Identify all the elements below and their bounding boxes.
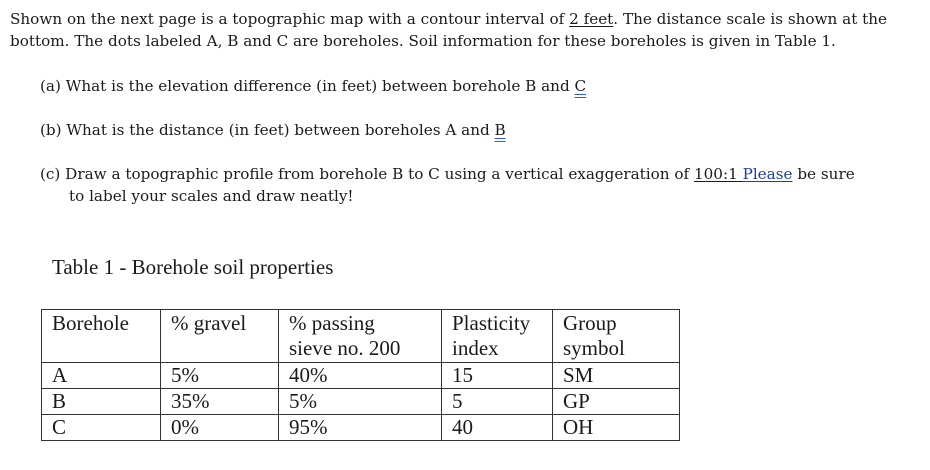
table-row (42, 363, 680, 389)
cell-passing: 95% (279, 415, 442, 441)
question-b-text: (b) What is the distance (in feet) between boreholes A and (40, 121, 495, 139)
cell-group: SM (553, 363, 680, 389)
header-plasticity-line1: Plasticity (452, 311, 531, 335)
header-borehole (42, 310, 161, 363)
cell-plasticity: 40 (442, 415, 553, 441)
header-passing-line1: % passing (289, 311, 375, 335)
table-title: Table 1 - Borehole soil properties (52, 255, 334, 279)
intro-paragraph (10, 8, 920, 52)
question-a-text: (a) What is the elevation difference (in feet) between borehole B and (40, 77, 575, 95)
table-row (42, 415, 680, 441)
question-a (40, 75, 586, 97)
cell-gravel: 0% (161, 415, 279, 441)
question-c-please: Please (742, 165, 793, 183)
header-passing-line2: sieve no. 200 (289, 336, 401, 360)
cell-borehole: B (42, 389, 161, 415)
borehole-properties-table (41, 309, 680, 441)
cell-borehole: C (42, 415, 161, 441)
header-group (553, 310, 680, 363)
header-borehole-line1: Borehole (52, 311, 129, 335)
cell-plasticity: 5 (442, 389, 553, 415)
vertical-exaggeration: 100:1 (693, 165, 738, 183)
header-plasticity (442, 310, 553, 363)
question-b (40, 119, 506, 141)
intro-text-part2: . The distance scale is shown at the bottom. The dots labeled A, B and C are boreholes. Soil information for these boreholes is given in Table 1. (10, 10, 888, 50)
question-a-end: C (574, 77, 587, 95)
cell-borehole: A (42, 363, 161, 389)
header-gravel (161, 310, 279, 363)
cell-plasticity: 15 (442, 363, 553, 389)
header-group-line1: Group (563, 311, 617, 335)
cell-gravel: 35% (161, 389, 279, 415)
cell-group: OH (553, 415, 680, 441)
question-c-rest: be sure (792, 165, 855, 183)
question-b-end: B (494, 121, 506, 139)
header-plasticity-line2: index (452, 336, 499, 360)
cell-passing: 40% (279, 363, 442, 389)
cell-gravel: 5% (161, 363, 279, 389)
question-c-text: (c) Draw a topographic profile from borehole B to C using a vertical exaggeration of (40, 165, 694, 183)
cell-passing: 5% (279, 389, 442, 415)
intro-text-part1: Shown on the next page is a topographic map with a contour interval of (10, 10, 570, 28)
contour-interval: 2 feet (569, 10, 614, 28)
cell-group: GP (553, 389, 680, 415)
table-header-row (42, 310, 680, 363)
header-group-line2: symbol (563, 336, 625, 360)
table-row (42, 389, 680, 415)
header-passing (279, 310, 442, 363)
header-gravel-line1: % gravel (171, 311, 247, 335)
question-c-line2: to label your scales and draw neatly! (69, 187, 354, 205)
question-c (40, 163, 900, 207)
